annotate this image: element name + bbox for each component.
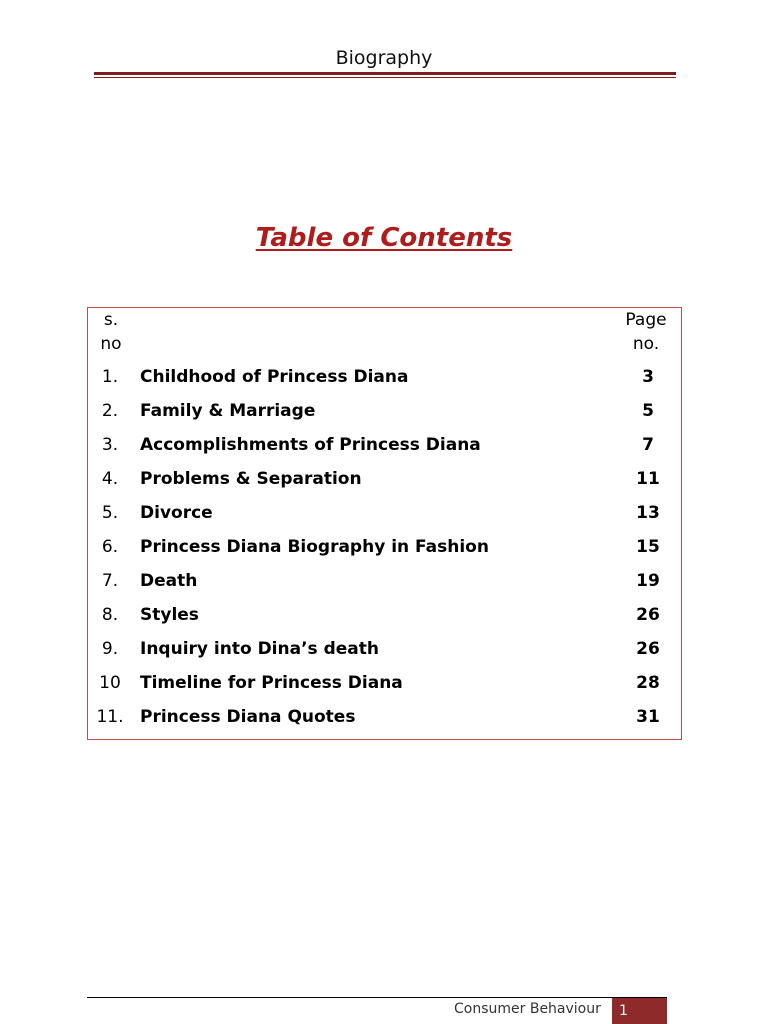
toc-row-number: 2. <box>101 401 119 421</box>
toc-row-number: 8. <box>101 605 119 625</box>
toc-row-page: 15 <box>636 537 660 557</box>
toc-row <box>88 530 683 564</box>
toc-row-page: 5 <box>642 401 654 421</box>
header-rule-thin <box>94 77 676 78</box>
header-title: Biography <box>335 47 433 69</box>
toc-row-number: 3. <box>101 435 119 455</box>
toc-row-number: 9. <box>101 639 119 659</box>
footer-label: Consumer Behaviour <box>454 1001 601 1017</box>
toc-row-page: 11 <box>636 469 660 489</box>
footer-rule <box>87 997 667 998</box>
toc-row-title: Styles <box>140 605 199 625</box>
toc-row-title: Princess Diana Quotes <box>140 707 356 727</box>
toc-row-title: Accomplishments of Princess Diana <box>140 435 481 455</box>
toc-row <box>88 394 683 428</box>
column-header-page-line1: Page <box>625 310 667 330</box>
toc-row-number: 5. <box>101 503 119 523</box>
toc-row-page: 13 <box>636 503 660 523</box>
toc-row-page: 26 <box>636 605 660 625</box>
toc-table <box>87 307 682 740</box>
toc-row <box>88 598 683 632</box>
column-header-serial <box>88 308 134 356</box>
toc-row-title: Princess Diana Biography in Fashion <box>140 537 489 557</box>
toc-row-title: Childhood of Princess Diana <box>140 367 409 387</box>
toc-row-page: 7 <box>642 435 654 455</box>
toc-row-number: 11. <box>96 707 124 727</box>
toc-row <box>88 496 683 530</box>
toc-row-title: Problems & Separation <box>140 469 362 489</box>
column-header-serial-line2: no <box>100 334 122 354</box>
toc-row-number: 4. <box>101 469 119 489</box>
toc-row-title: Timeline for Princess Diana <box>140 673 403 693</box>
column-header-page <box>616 308 676 356</box>
toc-row-title: Death <box>140 571 198 591</box>
toc-row <box>88 428 683 462</box>
toc-row-page: 26 <box>636 639 660 659</box>
toc-row-title: Family & Marriage <box>140 401 316 421</box>
toc-row-page: 3 <box>642 367 654 387</box>
header-rule-thick <box>94 72 676 75</box>
toc-row <box>88 360 683 394</box>
toc-row-page: 28 <box>636 673 660 693</box>
toc-row-page: 19 <box>636 571 660 591</box>
toc-row-title: Inquiry into Dina’s death <box>140 639 379 659</box>
toc-row-number: 7. <box>101 571 119 591</box>
toc-row-title: Divorce <box>140 503 213 523</box>
toc-row-number: 1. <box>101 367 119 387</box>
toc-row-number: 6. <box>101 537 119 557</box>
column-header-serial-line1: s. <box>103 310 119 330</box>
toc-row-number: 10 <box>99 673 121 693</box>
toc-row <box>88 632 683 666</box>
toc-row <box>88 700 683 734</box>
toc-row <box>88 462 683 496</box>
toc-row <box>88 666 683 700</box>
toc-row-page: 31 <box>636 707 660 727</box>
toc-row <box>88 564 683 598</box>
toc-heading: Table of Contents <box>255 223 513 253</box>
footer-page-number: 1 <box>612 998 667 1024</box>
column-header-page-line2: no. <box>632 334 660 354</box>
